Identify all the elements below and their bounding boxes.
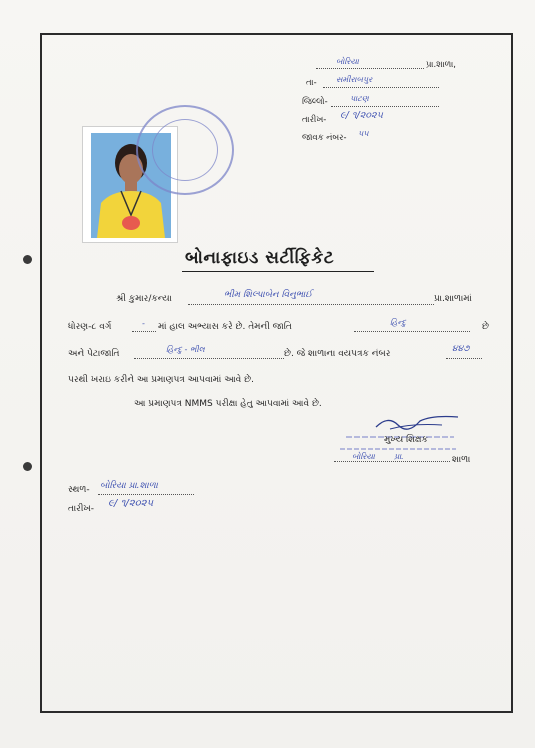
district-label: જિલ્લો- [302, 96, 328, 106]
place-label: સ્થળ- [68, 485, 90, 495]
signature-school-value: બોરિયા [352, 452, 375, 461]
certificate-title: બોનાફાઇડ સર્ટીફિકેટ [185, 248, 335, 268]
header-date-value: ૯/ ૧/૨૦૨૫ [340, 110, 383, 121]
signature-school-abbrev: પ્રા. [394, 452, 404, 461]
footer-date-value: ૯/ ૧/૨૦૨૫ [108, 498, 154, 509]
class-line [132, 331, 156, 332]
line2-prefix: ધોરણ-૮ વર્ગ [68, 322, 112, 332]
taluka-label: તા- [306, 77, 317, 87]
punch-hole-bottom [23, 462, 32, 471]
footer-date-label: તારીખ- [68, 504, 95, 514]
place-line [98, 494, 194, 495]
taluka-value: સમીરાબપુર [336, 75, 373, 84]
line2-mid: માં હાલ અભ્યાસ કરે છે. તેમની જાતિ [158, 322, 292, 332]
outward-number-label: જાવક નંબર- [302, 132, 347, 142]
school-round-stamp [136, 105, 234, 195]
school-name-line [316, 68, 424, 69]
title-underline [182, 271, 374, 272]
principal-designation: મુખ્ય શિક્ષક [384, 435, 428, 445]
caste-line [354, 331, 470, 332]
school-name-value: બોરિયા [336, 57, 359, 66]
line2-suffix: છે [482, 322, 489, 332]
student-name-value: ભીમ શિલ્પાબેન વિનુભાઈ [224, 290, 313, 300]
district-value: પાટણ [350, 94, 369, 103]
register-no-value: ૪૪૭ [452, 344, 470, 354]
line5-text: આ પ્રમાણપત્ર NMMS પરીક્ષા હેતુ આપવામાં આવે છે. [134, 399, 322, 409]
line3-prefix: અને પેટાજાતિ [68, 349, 120, 359]
subcaste-value: હિન્દુ - ભીલ [166, 345, 205, 354]
student-name-line [188, 304, 434, 305]
taluka-line [323, 87, 439, 88]
punch-hole-top [23, 255, 32, 264]
place-value: બોરિયા પ્રા.શાળા [100, 481, 158, 491]
header-date-label: તારીખ- [302, 114, 327, 124]
register-no-line [446, 358, 482, 359]
outward-number-value: ૫૫ [358, 129, 369, 138]
class-value: - [142, 319, 145, 328]
line1-prefix: શ્રી કુમાર/કન્યા [116, 294, 172, 304]
line4-text: પરથી ખરાઇ કરીને આ પ્રમાણપત્ર આપવામાં આવે છે. [68, 375, 254, 385]
line3-mid: છે. જે શાળાના વયપત્રક નંબર [284, 349, 391, 359]
district-line [331, 106, 439, 107]
signature-school-suffix: શાળા [452, 455, 471, 465]
subcaste-line [134, 358, 284, 359]
school-suffix: પ્રા.શાળા, [426, 59, 456, 69]
caste-value: હિન્દુ [390, 318, 406, 327]
line1-suffix: પ્રા.શાળામાં [434, 294, 472, 304]
